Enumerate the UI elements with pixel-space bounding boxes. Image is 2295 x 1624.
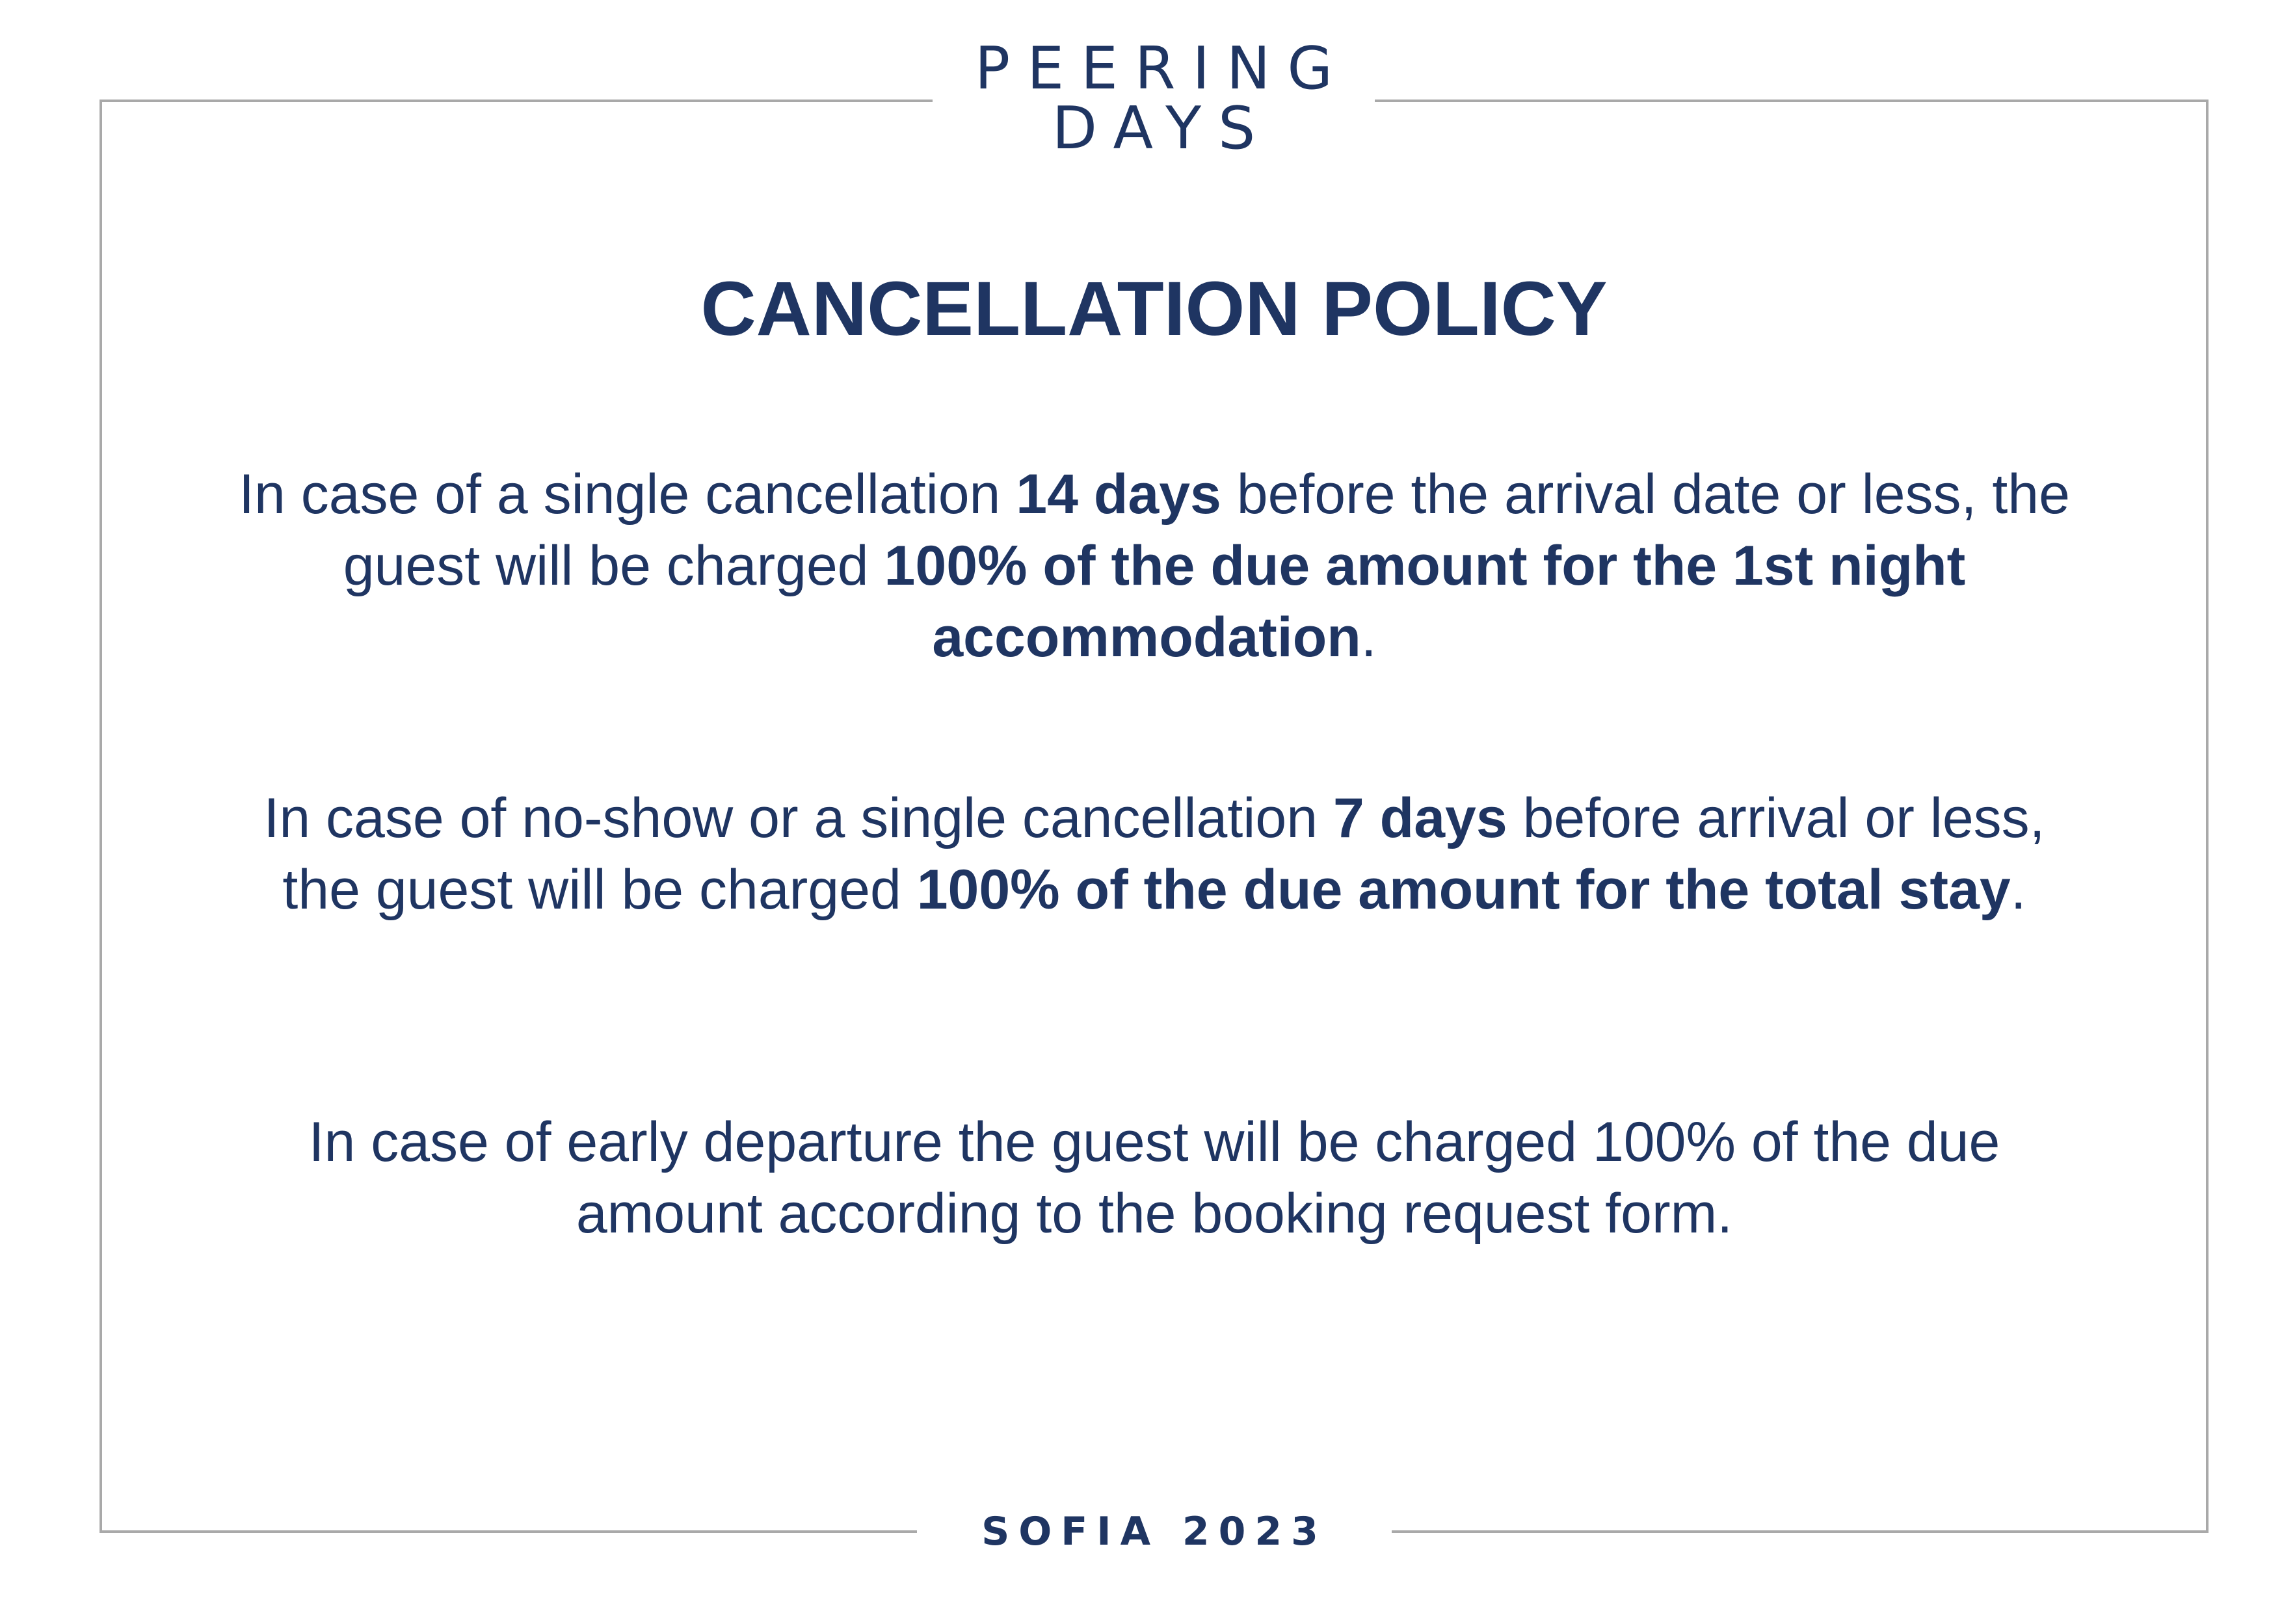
policy-paragraph-14-days (234, 459, 2075, 673)
policy-paragraph-early-departure (234, 1106, 2075, 1249)
page-title: CANCELLATION POLICY (700, 266, 1608, 352)
logo-line-2: DAYS (1052, 94, 1273, 163)
paragraph-2-bold-a: 7 days (1333, 787, 1507, 849)
footer-location-year: SOFIA 2023 (917, 1502, 1392, 1561)
paragraph-3-text: In case of early departure the guest will be charged 100% of the due amount according to the booking request form. (308, 1111, 2000, 1245)
paragraph-2-text-c: . (2010, 859, 2026, 921)
paragraph-1-bold-b: 100% of the due amount for the 1st night accommodation (884, 535, 1966, 669)
paragraph-2-text-a: In case of no-show or a single cancellation (263, 787, 1333, 849)
paragraph-1-text-a: In case of a single cancellation (239, 463, 1016, 526)
paragraph-1-bold-a: 14 days (1016, 463, 1221, 526)
paragraph-2-text-b: before arrival or less, the guest will be charged (282, 787, 2045, 921)
paragraph-1-text-c: . (1360, 606, 1377, 669)
paragraph-2-bold-b: 100% of the due amount for the total stay (916, 859, 2011, 921)
peering-days-logo (933, 26, 1375, 176)
paragraph-1-text-b: before the arrival date or less, the guest will be charged (343, 463, 2070, 597)
policy-paragraph-7-days (234, 782, 2075, 925)
logo-line-1: PEERING (974, 34, 1350, 103)
